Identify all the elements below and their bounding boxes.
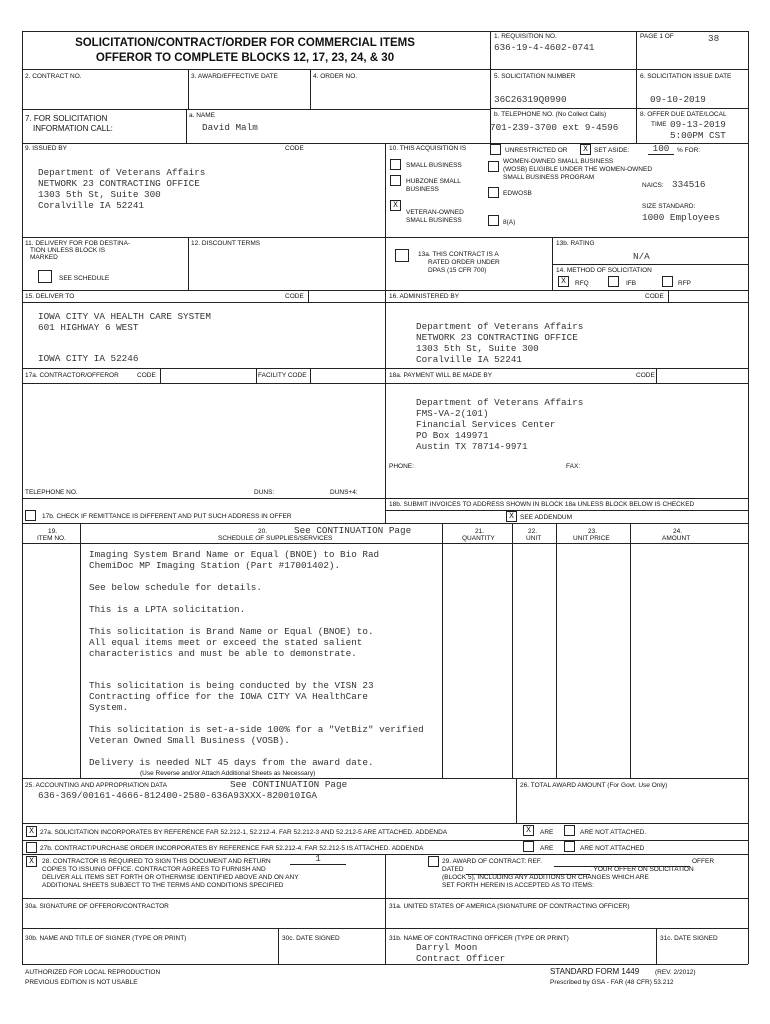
delivery-label-3: MARKED [30,254,58,261]
signature-offeror-label: 30a. SIGNATURE OF OFFEROR/CONTRACTOR [25,903,169,910]
deliver-to-line3: IOWA CITY IA 52246 [38,353,139,364]
col-unit-price-label: UNIT PRICE [573,535,610,542]
edwosb-checkbox[interactable] [488,187,499,198]
schedule-line: This solicitation is set-a-side 100% for a "VetBiz" verified [89,724,424,735]
contact-phone[interactable]: 701-239-3700 ext 9-4596 [490,122,619,133]
footer-previous-edition: PREVIOUS EDITION IS NOT USABLE [25,979,138,986]
schedule-line: Veteran Owned Small Business (VOSB). [89,735,290,746]
27a-label: 27a. SOLICITATION INCORPORATES BY REFERENCE FAR 52.212-1, 52.212-4. FAR 52.212-3 AND 52.212-5 ARE ATTACHED. ADDENDA [40,829,448,836]
solicitation-info-label-1: 7. FOR SOLICITATION [25,114,108,123]
contractor-code-label: CODE [137,372,156,379]
see-addendum-label: SEE ADDENDUM [520,514,573,521]
issue-date-label: 6. SOLICITATION ISSUE DATE [640,73,732,80]
28-copies[interactable]: 1 [290,853,346,865]
wosb-label-3: SMALL BUSINESS PROGRAM [503,174,595,181]
eight-a-label: 8(A) [503,219,516,226]
duns-label: DUNS: [254,489,275,496]
27b-are-not-label: ARE NOT ATTACHED [580,845,645,852]
address-line: FMS-VA-2(101) [416,408,489,419]
schedule-line: This is a LPTA solicitation. [89,604,246,615]
footer-authorized: AUTHORIZED FOR LOCAL REPRODUCTION [25,969,161,976]
unrestricted-label: UNRESTRICTED OR [505,147,568,154]
issue-date[interactable]: 09-10-2019 [650,94,706,105]
set-aside-label: SET ASIDE: [594,147,630,154]
col-schedule-number: 20. [258,528,268,535]
deliver-to-code-label: CODE [285,293,304,300]
wosb-label-2: (WOSB) ELIGIBLE UNDER THE WOMEN-OWNED [503,166,653,173]
method-label: 14. METHOD OF SOLICITATION [556,267,652,274]
col-quantity-number: 21. [475,528,485,535]
set-aside-checkbox[interactable]: X [580,144,591,155]
contractor-telephone-label: TELEPHONE NO. [25,489,78,496]
discount-terms-label: 12. DISCOUNT TERMS [191,240,261,247]
officer-title[interactable]: Contract Officer [416,953,506,964]
rating-value[interactable]: N/A [633,251,650,262]
issued-by-code-label: CODE [285,145,304,152]
remittance-checkbox[interactable] [25,510,36,521]
schedule-line: This solicitation is Brand Name or Equal (BNOE) to. [89,626,374,637]
address-line: Department of Veterans Affairs [416,321,584,332]
address-line: Coralville IA 52241 [416,354,523,365]
rated-order-label-1: 13a. THIS CONTRACT IS A [418,251,499,258]
rating-label: 13b. RATING [556,240,595,247]
27b-are-not-checkbox[interactable] [564,841,575,852]
footer-prescribed: Prescribed by GSA - FAR (48 CFR) 53.212 [550,979,674,986]
rfq-checkbox[interactable]: X [558,276,569,287]
schedule-line: System. [89,702,129,713]
page-total: 38 [708,33,720,44]
accounting-label: 25. ACCOUNTING AND APPROPRIATION DATA [25,782,167,789]
hubzone-checkbox[interactable] [390,175,401,186]
rfq-label: RFQ [575,280,589,287]
payment-label: 18a. PAYMENT WILL BE MADE BY [389,372,493,379]
rated-order-checkbox[interactable] [395,249,409,262]
28-line1: 28. CONTRACTOR IS REQUIRED TO SIGN THIS DOCUMENT AND RETURN [42,858,271,865]
administered-by-label: 16. ADMINISTERED BY [389,293,460,300]
col-schedule-continuation: See CONTINUATION Page [294,525,412,536]
address-line: 1303 5th St, Suite 300 [416,343,539,354]
ifb-label: IFB [626,280,637,287]
acquisition-label: 10. THIS ACQUISITION IS [389,145,467,152]
signer-name-label: 30b. NAME AND TITLE OF SIGNER (TYPE OR PRINT) [25,935,187,942]
solicitation-info-label-2: INFORMATION CALL: [33,124,113,133]
wosb-checkbox[interactable] [488,161,499,172]
rated-order-label-3: DPAS (15 CFR 700) [428,267,487,274]
set-aside-percent[interactable]: 100 [648,143,674,155]
signature-officer-label: 31a. UNITED STATES OF AMERICA (SIGNATURE OF CONTRACTING OFFICER) [389,903,630,910]
size-standard-value[interactable]: 1000 Employees [642,212,721,223]
page-label: PAGE 1 OF [640,33,674,40]
form-title-line2: OFFEROR TO COMPLETE BLOCKS 12, 17, 23, 24, & 30 [95,52,395,64]
veteran-owned-label-1: VETERAN-OWNED [406,209,464,216]
27a-are-not-label: ARE NOT ATTACHED. [580,829,647,836]
issued-by-label: 9. ISSUED BY [25,145,67,152]
contractor-label: 17a. CONTRACTOR/OFFEROR [25,372,119,379]
duns4-label: DUNS+4: [330,489,358,496]
veteran-owned-checkbox[interactable]: X [390,200,401,211]
28-line4: ADDITIONAL SHEETS SUBJECT TO THE TERMS AND CONDITIONS SPECIFIED [42,882,284,889]
hubzone-label-1: HUBZONE SMALL [406,178,461,185]
27b-are-checkbox[interactable] [523,841,534,852]
28-line3: DELIVER ALL ITEMS SET FORTH OR OTHERWISE IDENTIFIED ABOVE AND ON ANY [42,874,299,881]
officer-name[interactable]: Darryl Moon [416,942,478,953]
reverse-note: (Use Reverse and/or Attach Additional Sheets as Necessary) [140,770,316,777]
contact-name[interactable]: David Malm [202,122,258,133]
col-item-label: ITEM NO. [37,535,66,542]
address-line: NETWORK 23 CONTRACTING OFFICE [38,178,200,189]
ifb-checkbox[interactable] [608,276,619,287]
schedule-line: This solicitation is being conducted by the VISN 23 [89,680,374,691]
27a-are-checkbox[interactable]: X [523,825,534,836]
29-offer: OFFER [692,858,715,865]
payment-code-label: CODE [636,372,655,379]
contract-no-label: 2. CONTRACT NO. [25,73,82,80]
deliver-to-label: 15. DELIVER TO [25,293,75,300]
27a-are-not-checkbox[interactable] [564,825,575,836]
rfp-checkbox[interactable] [662,276,673,287]
time-label: TIME [651,121,667,128]
29-line3: (BLOCK 5), INCLUDING ANY ADDITIONS OR CHANGES WHICH ARE [442,874,649,881]
deliver-to-line2: 601 HIGHWAY 6 WEST [38,322,139,333]
27b-label: 27b. CONTRACT/PURCHASE ORDER INCORPORATES BY REFERENCE FAR 52.212-4. FAR 52.212-5 IS ATTACHED. ADDENDA [40,845,424,852]
unrestricted-checkbox[interactable] [490,144,501,155]
offer-due-time[interactable]: 5:00PM CST [670,130,726,141]
requisition-number[interactable]: 636-19-4-4602-0741 [494,42,595,53]
col-quantity-label: QUANTITY [462,535,495,542]
27a-are-label: ARE [540,829,554,836]
29-your-offer: . YOUR OFFER ON SOLICITATION [590,866,694,873]
size-standard-label: SIZE STANDARD: [642,203,696,210]
small-business-checkbox[interactable] [390,159,401,170]
small-business-label: SMALL BUSINESS [406,162,462,169]
rfp-label: RFP [678,280,691,287]
accounting-value[interactable]: 636-369/00161-4666-812400-2580-636A93XXX-820010IGA [38,790,317,801]
see-schedule-checkbox[interactable] [38,270,52,283]
schedule-line: ChemiDoc MP Imaging Station (Part #17001402). [89,560,341,571]
see-addendum-checkbox[interactable]: X [506,511,517,522]
hubzone-label-2: BUSINESS [406,186,439,193]
col-unit-label: UNIT [526,535,542,542]
facility-code-label: FACILITY CODE [258,372,307,379]
form-title-line1: SOLICITATION/CONTRACT/ORDER FOR COMMERCIAL ITEMS [75,37,415,49]
29-dated: DATED [442,866,464,873]
rated-order-label-2: RATED ORDER UNDER [428,259,500,266]
address-line: Financial Services Center [416,419,556,430]
signer-date-label: 30c. DATE SIGNED [282,935,340,942]
col-item-number: 19. [48,528,58,535]
officer-name-label: 31b. NAME OF CONTRACTING OFFICER (TYPE OR PRINT) [389,935,569,942]
payment-phone-label: PHONE: [389,463,414,470]
remittance-label: 17b. CHECK IF REMITTANCE IS DIFFERENT AND PUT SUCH ADDRESS IN OFFER [42,513,292,520]
delivery-label-1: 11. DELIVERY FOR FOB DESTINA- [25,240,131,247]
schedule-line: Delivery is needed NLT 45 days from the award date. [89,757,374,768]
requisition-label: 1. REQUISITION NO. [494,33,557,40]
naics-label: NAICS: [642,182,664,189]
accounting-continuation: See CONTINUATION Page [230,779,348,790]
29-line1: 29. AWARD OF CONTRACT: REF. [442,858,542,865]
address-line: NETWORK 23 CONTRACTING OFFICE [416,332,578,343]
administered-by-code-label: CODE [645,293,664,300]
submit-invoices-label: 18b. SUBMIT INVOICES TO ADDRESS SHOWN IN BLOCK 18a UNLESS BLOCK BELOW IS CHECKED [389,501,695,508]
award-date-label: 3. AWARD/EFFECTIVE DATE [191,73,278,80]
percent-for-label: % FOR: [677,147,701,154]
schedule-line: characteristics and must be able to demonstrate. [89,648,357,659]
footer-form-name: STANDARD FORM 1449 [550,967,640,976]
name-label: a. NAME [189,112,216,119]
wosb-label-1: WOMEN-OWNED SMALL BUSINESS [503,158,614,165]
see-schedule-label: SEE SCHEDULE [59,275,110,282]
delivery-label-2: TION UNLESS BLOCK IS [30,247,106,254]
col-amount-label: AMOUNT [662,535,691,542]
footer-revision: (REV. 2/2012) [655,969,696,976]
address-line: Coralville IA 52241 [38,200,145,211]
phone-label: b. TELEPHONE NO. (No Collect Calls) [494,111,607,118]
offer-due-date[interactable]: 09-13-2019 [670,119,726,130]
offer-due-label: 8. OFFER DUE DATE/LOCAL [640,111,727,118]
payment-fax-label: FAX: [566,463,581,470]
27a-checkbox[interactable]: X [26,826,37,837]
order-no-label: 4. ORDER NO. [313,73,358,80]
deliver-to-line1: IOWA CITY VA HEALTH CARE SYSTEM [38,311,211,322]
address-line: Department of Veterans Affairs [38,167,206,178]
29-checkbox[interactable] [428,856,439,867]
edwosb-label: EDWOSB [503,190,532,197]
veteran-owned-label-2: SMALL BUSINESS [406,217,462,224]
col-schedule-label: SCHEDULE OF SUPPLIES/SERVICES [218,535,333,542]
total-award-label: 26. TOTAL AWARD AMOUNT (For Govt. Use Only) [520,782,668,789]
officer-date-label: 31c. DATE SIGNED [660,935,718,942]
schedule-line: Contracting office for the IOWA CITY VA HealthCare [89,691,368,702]
address-line: 1303 5th St, Suite 300 [38,189,161,200]
solicitation-number[interactable]: 36C26319Q0990 [494,94,567,105]
col-unit-number: 22. [528,528,538,535]
schedule-line: See below schedule for details. [89,582,262,593]
address-line: Department of Veterans Affairs [416,397,584,408]
27b-are-label: ARE [540,845,554,852]
28-checkbox[interactable]: X [26,856,37,867]
col-amount-number: 24. [673,528,683,535]
27b-checkbox[interactable] [26,842,37,853]
eight-a-checkbox[interactable] [488,215,499,226]
col-unit-price-number: 23. [588,528,598,535]
schedule-line: Imaging System Brand Name or Equal (BNOE) to Bio Rad [89,549,380,560]
schedule-line: All equal items meet or exceed the stated salient [89,637,363,648]
address-line: Austin TX 78714-9971 [416,441,528,452]
address-line: PO Box 149971 [416,430,489,441]
naics-code[interactable]: 334516 [672,179,706,190]
solicitation-no-label: 5. SOLICITATION NUMBER [494,73,576,80]
28-line2: COPIES TO ISSUING OFFICE. CONTRACTOR AGREES TO FURNISH AND [42,866,266,873]
29-line4: SET FORTH HEREIN IS ACCEPTED AS TO ITEMS: [442,882,594,889]
